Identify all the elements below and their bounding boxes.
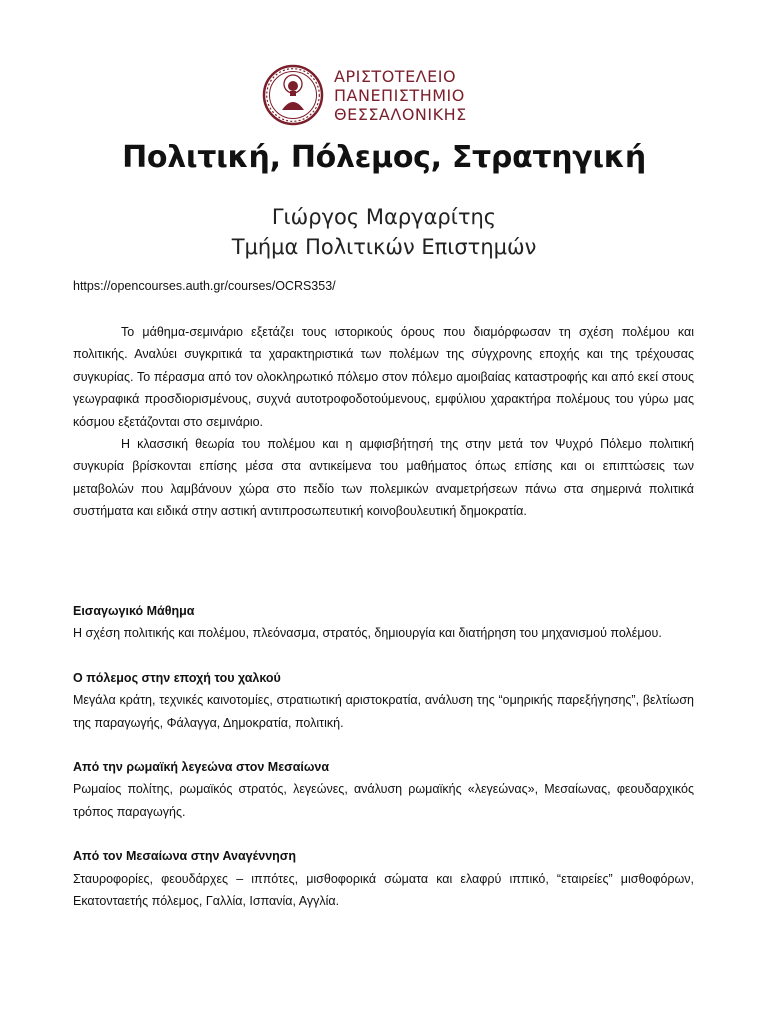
course-section [73, 845, 694, 912]
section-body: Η σχέση πολιτικής και πολέμου, πλεόνασμα, στρατός, δημιουργία και διατήρηση του μηχανισμού πολέμου. [73, 626, 662, 641]
university-name-line: ΠΑΝΕΠΙΣΤΗΜΙΟ [334, 85, 465, 105]
department-name: Τμήμα Πολιτικών Επιστημών [231, 235, 537, 259]
course-section [73, 600, 694, 645]
section-title: Εισαγωγικό Μάθημα [73, 604, 195, 618]
course-section [73, 667, 694, 734]
university-name [334, 67, 467, 124]
intro-paragraph: Η κλασσική θεωρία του πολέμου και η αμφισβήτησή της στην μετά τον Ψυχρό Πόλεμο πολιτική συγκυρία βρίσκονται επίσης μέσα στα αντικείμενα του μαθήματος όπως επίσης και οι επιπτώσεις των μεταβολών που λαμβάνουν χώρα στο πεδίο των πολεμικών αναμετρήσεων πάνω στα σημερινά πολιτικά συστήματα και ειδικά στην αστική αντιπροσωπευτική κοινοβουλευτική δημοκρατία. [73, 437, 694, 519]
university-logo [262, 64, 467, 126]
author-block [0, 202, 768, 262]
course-url-link[interactable]: https://opencourses.auth.gr/courses/OCRS353/ [73, 279, 336, 293]
section-title: Από τον Μεσαίωνα στην Αναγέννηση [73, 849, 296, 864]
section-body: Μεγάλα κράτη, τεχνικές καινοτομίες, στρατιωτική αριστοκρατία, ανάλυση της “ομηρικής παρεξήγησης”, βελτίωση της παραγωγής, Φάλαγγα, Δημοκρατία, πολιτική. [73, 693, 694, 730]
course-sections [73, 600, 694, 934]
section-body: Ρωμαίος πολίτης, ρωμαϊκός στρατός, λεγεώνες, ανάλυση ρωμαϊκής «λεγεώνας», Μεσαίωνας, φεουδαρχικός τρόπος παραγωγής. [73, 782, 694, 819]
intro-text [73, 321, 694, 523]
university-name-line: ΘΕΣΣΑΛΟΝΙΚΗΣ [334, 104, 467, 124]
university-name-line: ΑΡΙΣΤΟΤΕΛΕΙΟ [334, 66, 457, 86]
document-title: Πολιτική, Πόλεμος, Στρατηγική [122, 140, 646, 175]
section-title: Από την ρωμαϊκή λεγεώνα στον Μεσαίωνα [73, 760, 330, 775]
author-name: Γιώργος Μαργαρίτης [271, 205, 497, 229]
section-body: Σταυροφορίες, φεουδάρχες – ιππότες, μισθοφορικά σώματα και ελαφρύ ιππικό, “εταιρείες” μισθοφόρων, Εκατονταετής πόλεμος, Γαλλία, Ισπανία, Αγγλία. [73, 871, 694, 909]
course-section [73, 756, 694, 823]
university-seal-icon [262, 64, 324, 126]
intro-paragraph: Το μάθημα-σεμινάριο εξετάζει τους ιστορικούς όρους που διαμόρφωσαν τη σχέση πολέμου και πολιτικής. Αναλύει συγκριτικά τα χαρακτηριστικά των πολέμων της σύγχρονης εποχής και της τρέχουσας συγκυρίας. Το πέρασμα από τον ολοκληρωτικό πόλεμο στον πόλεμο αμοιβαίας καταστροφής και από εκεί στους γεωγραφικά προσδιορισμένους, συχνά αυτοτροφοδοτούμενους, εμφύλιου χαρακτήρα πολέμους του γύρω μας κόσμου εξετάζονται στο σεμινάριο. [73, 325, 694, 429]
section-title: Ο πόλεμος στην εποχή του χαλκού [73, 670, 281, 685]
